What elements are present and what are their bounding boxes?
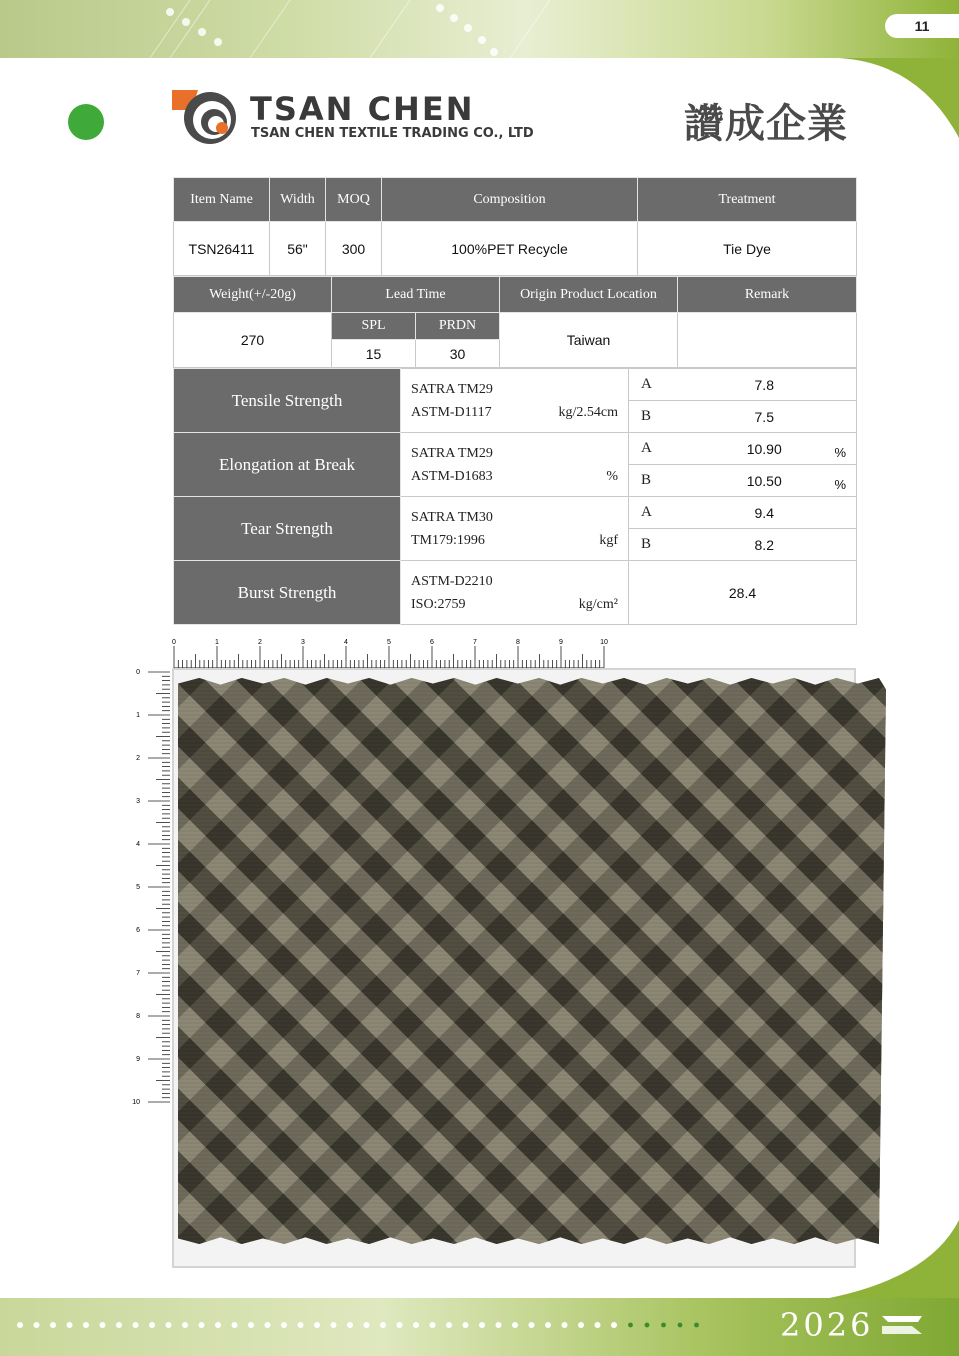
decorative-dots bbox=[150, 0, 550, 58]
dot bbox=[215, 1322, 221, 1328]
info-table bbox=[173, 276, 857, 368]
remark-value bbox=[678, 313, 857, 368]
ruler-label: 8 bbox=[136, 1013, 140, 1020]
dot bbox=[463, 1322, 469, 1328]
sample-a-label: A bbox=[629, 497, 673, 529]
horizontal-ruler bbox=[172, 636, 612, 670]
elongation-a-number: 10.90 bbox=[746, 440, 782, 457]
dot bbox=[166, 1322, 172, 1328]
moq-value: 300 bbox=[326, 222, 382, 276]
decorative-dots bbox=[16, 1318, 716, 1332]
dot bbox=[116, 1322, 122, 1328]
method-line-2: ASTM-D1683 bbox=[411, 468, 493, 484]
method-line-2: ASTM-D1117 bbox=[411, 404, 492, 420]
dot bbox=[182, 1322, 188, 1328]
dot bbox=[34, 1322, 40, 1328]
dot bbox=[595, 1322, 601, 1328]
sample-b-label: B bbox=[629, 465, 673, 497]
dot bbox=[413, 1322, 419, 1328]
fabric-swatch-image bbox=[178, 678, 886, 1244]
dot bbox=[281, 1322, 287, 1328]
dot bbox=[611, 1322, 617, 1328]
ruler-label: 4 bbox=[136, 841, 140, 848]
ruler-label: 9 bbox=[559, 639, 563, 646]
header-remark: Remark bbox=[678, 277, 857, 313]
dot bbox=[331, 1322, 337, 1328]
test-name-tear: Tear Strength bbox=[174, 497, 401, 561]
treatment-value: Tie Dye bbox=[638, 222, 857, 276]
company-subtitle: TSAN CHEN TEXTILE TRADING CO., LTD bbox=[251, 126, 534, 141]
test-unit: kgf bbox=[599, 533, 618, 548]
header-item-name: Item Name bbox=[174, 178, 270, 222]
ruler-label: 2 bbox=[258, 639, 262, 646]
ruler-label: 3 bbox=[136, 798, 140, 805]
dot bbox=[100, 1322, 106, 1328]
weight-value: 270 bbox=[174, 313, 332, 368]
prdn-value: 30 bbox=[416, 340, 500, 368]
header-prdn: PRDN bbox=[416, 313, 500, 340]
test-name-elongation: Elongation at Break bbox=[174, 433, 401, 497]
elongation-b-value bbox=[673, 465, 857, 497]
method-line-1: SATRA TM29 bbox=[411, 445, 493, 461]
dot bbox=[645, 1323, 650, 1328]
dot bbox=[430, 1322, 436, 1328]
ruler-label: 5 bbox=[387, 639, 391, 646]
tear-b-value: 8.2 bbox=[673, 529, 857, 561]
sample-a-label: A bbox=[629, 369, 673, 401]
dot bbox=[678, 1323, 683, 1328]
dot bbox=[479, 1322, 485, 1328]
dot bbox=[149, 1322, 155, 1328]
dot bbox=[133, 1322, 139, 1328]
dot bbox=[446, 1322, 452, 1328]
method-line-2: ISO:2759 bbox=[411, 596, 466, 612]
company-name-chinese: 讚成企業 bbox=[684, 100, 848, 147]
spec-table bbox=[173, 177, 857, 276]
sample-b-label: B bbox=[629, 529, 673, 561]
header-composition: Composition bbox=[382, 178, 638, 222]
ruler-label: 3 bbox=[301, 639, 305, 646]
dot bbox=[562, 1322, 568, 1328]
sample-b-label: B bbox=[629, 401, 673, 433]
test-method-tensile bbox=[401, 369, 629, 433]
tensile-a-value: 7.8 bbox=[673, 369, 857, 401]
method-line-2: TM179:1996 bbox=[411, 532, 485, 548]
header-spl: SPL bbox=[332, 313, 416, 340]
ruler-label: 7 bbox=[473, 639, 477, 646]
corner-curve bbox=[819, 1220, 959, 1300]
dot bbox=[694, 1323, 699, 1328]
dot bbox=[578, 1322, 584, 1328]
header-lead-time: Lead Time bbox=[332, 277, 500, 313]
burst-value: 28.4 bbox=[629, 561, 857, 625]
test-method-elongation bbox=[401, 433, 629, 497]
dot bbox=[628, 1323, 633, 1328]
ruler-label: 0 bbox=[136, 669, 140, 676]
percent-sign: % bbox=[834, 477, 846, 492]
test-unit: kg/cm² bbox=[578, 597, 618, 612]
tensile-b-value: 7.5 bbox=[673, 401, 857, 433]
ruler-label: 1 bbox=[136, 712, 140, 719]
sample-a-label: A bbox=[629, 433, 673, 465]
method-line-1: SATRA TM30 bbox=[411, 509, 493, 525]
dot bbox=[364, 1322, 370, 1328]
corner-curve bbox=[839, 58, 959, 138]
ruler-label: 0 bbox=[172, 639, 176, 646]
ruler-label: 1 bbox=[215, 639, 219, 646]
dot bbox=[314, 1322, 320, 1328]
header-origin: Origin Product Location bbox=[500, 277, 678, 313]
header-moq: MOQ bbox=[326, 178, 382, 222]
dot bbox=[50, 1322, 56, 1328]
method-line-1: ASTM-D2210 bbox=[411, 573, 493, 589]
elongation-b-number: 10.50 bbox=[746, 472, 782, 489]
ruler-label: 6 bbox=[430, 639, 434, 646]
ruler-label: 7 bbox=[136, 970, 140, 977]
header-weight: Weight(+/-20g) bbox=[174, 277, 332, 313]
company-name: TSAN CHEN bbox=[250, 90, 475, 128]
dot bbox=[496, 1322, 502, 1328]
ruler-label: 6 bbox=[136, 927, 140, 934]
tsan-chen-logo-icon bbox=[172, 88, 236, 146]
dot bbox=[232, 1322, 238, 1328]
test-unit: % bbox=[606, 469, 618, 484]
dot bbox=[512, 1322, 518, 1328]
dot bbox=[397, 1322, 403, 1328]
header-width: Width bbox=[270, 178, 326, 222]
dot bbox=[661, 1323, 666, 1328]
dot bbox=[545, 1322, 551, 1328]
ruler-label: 8 bbox=[516, 639, 520, 646]
item-name-value: TSN26411 bbox=[174, 222, 270, 276]
dot bbox=[298, 1322, 304, 1328]
ruler-label: 9 bbox=[136, 1056, 140, 1063]
dot bbox=[347, 1322, 353, 1328]
footer-year: 2026 bbox=[780, 1306, 874, 1344]
percent-sign: % bbox=[834, 445, 846, 460]
test-unit: kg/2.54cm bbox=[558, 405, 618, 420]
origin-value: Taiwan bbox=[500, 313, 678, 368]
page-number: 11 bbox=[885, 14, 959, 38]
header-treatment: Treatment bbox=[638, 178, 857, 222]
dot bbox=[67, 1322, 73, 1328]
dot bbox=[265, 1322, 271, 1328]
test-results-table bbox=[173, 368, 857, 625]
width-value: 56" bbox=[270, 222, 326, 276]
composition-value: 100%PET Recycle bbox=[382, 222, 638, 276]
test-method-burst bbox=[401, 561, 629, 625]
ruler-label: 4 bbox=[344, 639, 348, 646]
dot bbox=[17, 1322, 23, 1328]
dot bbox=[199, 1322, 205, 1328]
ruler-label: 2 bbox=[136, 755, 140, 762]
ruler-label: 10 bbox=[132, 1099, 140, 1106]
dot bbox=[83, 1322, 89, 1328]
ruler-label: 10 bbox=[600, 639, 608, 646]
dot bbox=[380, 1322, 386, 1328]
dot bbox=[529, 1322, 535, 1328]
ruler-label: 5 bbox=[136, 884, 140, 891]
method-line-1: SATRA TM29 bbox=[411, 381, 493, 397]
test-name-burst: Burst Strength bbox=[174, 561, 401, 625]
top-banner bbox=[0, 0, 959, 58]
green-dot-icon bbox=[68, 104, 104, 140]
season-mark-icon bbox=[878, 1312, 926, 1338]
test-method-tear bbox=[401, 497, 629, 561]
vertical-ruler bbox=[132, 668, 172, 1108]
elongation-a-value bbox=[673, 433, 857, 465]
dot bbox=[248, 1322, 254, 1328]
test-name-tensile: Tensile Strength bbox=[174, 369, 401, 433]
spl-value: 15 bbox=[332, 340, 416, 368]
tear-a-value: 9.4 bbox=[673, 497, 857, 529]
